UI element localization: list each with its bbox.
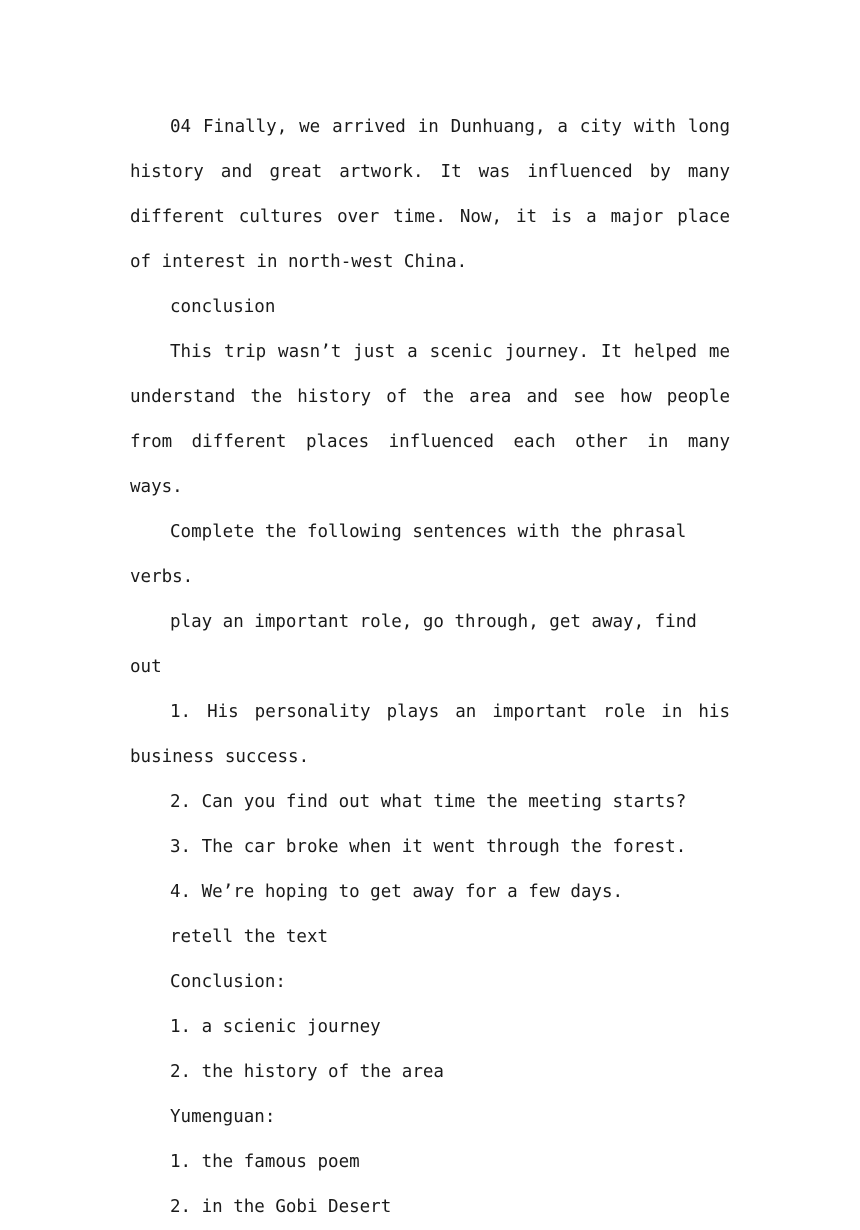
exercise-sentence-1: 1. His personality plays an important role in his business success. xyxy=(130,702,730,767)
exercise-sentence-2: 2. Can you find out what time the meeting starts? xyxy=(170,792,687,812)
retell-yumenguan-item-2: 2. in the Gobi Desert xyxy=(170,1197,392,1217)
paragraph-dunhuang: 04 Finally, we arrived in Dunhuang, a city with long history and great artwork. It was influenced by many different cultures over time. Now, it is a major place of interest in north-west China. xyxy=(130,117,730,272)
retell-yumenguan-item-1: 1. the famous poem xyxy=(170,1152,360,1172)
retell-conclusion-item-1: 1. a scienic journey xyxy=(170,1017,381,1037)
exercise-instruction: Complete the following sentences with the phrasal verbs. xyxy=(130,522,687,587)
retell-conclusion-label: Conclusion: xyxy=(170,972,286,992)
heading-conclusion: conclusion xyxy=(170,297,276,317)
exercise-sentence-3: 3. The car broke when it went through the forest. xyxy=(170,837,687,857)
retell-yumenguan-label: Yumenguan: xyxy=(170,1107,276,1127)
heading-retell: retell the text xyxy=(170,927,329,947)
retell-conclusion-item-2: 2. the history of the area xyxy=(170,1062,444,1082)
exercise-sentence-4: 4. We’re hoping to get away for a few days. xyxy=(170,882,624,902)
document-body xyxy=(130,105,730,1230)
phrasal-verb-list: play an important role, go through, get away, find out xyxy=(130,612,697,677)
paragraph-trip-summary: This trip wasn’t just a scenic journey. It helped me understand the history of the area and see how people from different places influenced each other in many ways. xyxy=(130,342,730,497)
